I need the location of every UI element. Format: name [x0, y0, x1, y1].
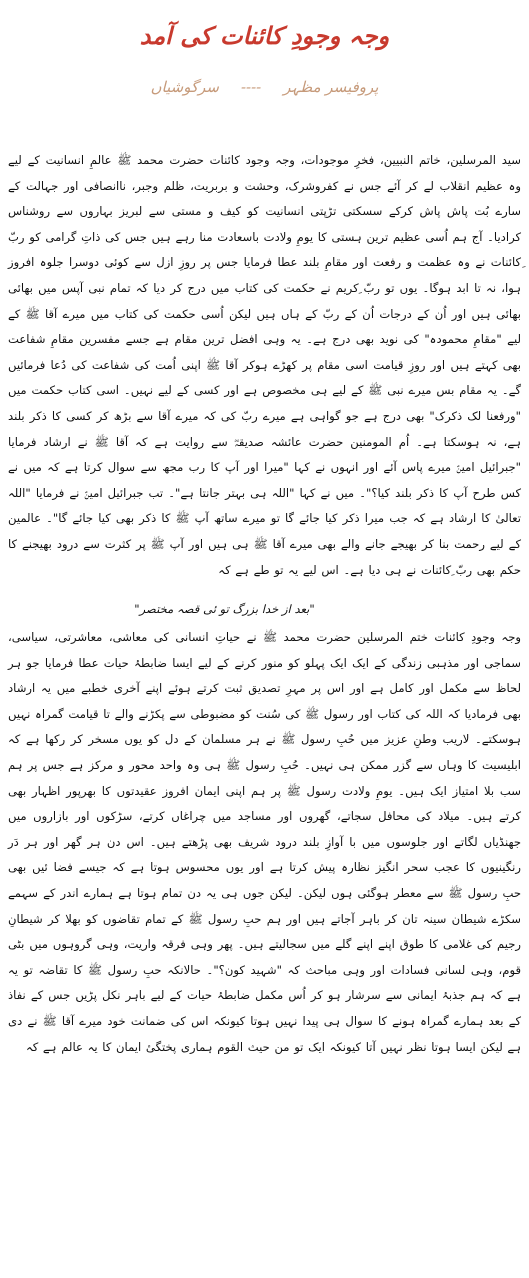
author-name: پروفیسر مظہر [283, 78, 379, 96]
column-name: سرگوشیاں [150, 78, 219, 96]
article-page [0, 20, 529, 1278]
poetry-quote: "بعد از خدا بزرگ تو ئی قصہ مختصر" [134, 602, 315, 617]
article-title: وجہ وجودِ کائنات کی آمد [139, 21, 390, 50]
article-byline [8, 76, 521, 100]
article-paragraph: سید المرسلین، خاتم النبیین، فخرِ موجودات، وجہ وجود کائنات حضرت محمد ﷺ عالمِ انسانیت کے لیے وہ عظیم انقلاب لے کر آئے جس نے کفروشرک، وحشت و بربریت، ظلم وجبر، ناانصافی اور جہالت کے سارے بُت پاش پاش کرکے سسکتی تڑپتی انسانیت کو کیف و مستی سے لبریز بہاروں سے روشناس کرادیا۔ آج ہم اُسی عظیم ترین ہستی کا یومِ ولادت باسعادت منا رہے ہیں جس کی ذاتِ گرامی کو ربّ ِکائنات نے وہ عظمت و رفعت اور مقامِ بلند عطا فرمایا جس پر روزِ ازل سے کوئی دوسرا جلوہ افروز ہوا، نہ تا ابد ہوگا۔ یوں تو ربّ ِکریم نے حکمت کی کتاب میں درج کر دیا کہ تمام نبی آپس میں بھائی بھائی ہیں اور اُن کے درجات اُن کے ربّ کے ہاں ہیں لیکن اُسی حکمت کی کتاب میں میرے آقا ﷺ کے لیے "مقامِ محمودہ" کی نوید بھی درج ہے۔ یہ وہی افضل ترین مقام ہے جسے مفسرین مقامِ شفاعت بھی کہتے ہیں اور روزِ قیامت اسی مقام پر کھڑے ہوکر آقا ﷺ اپنی اُمت کی شفاعت کی دُعا فرمائیں گے۔ یہ مقام بس میرے نبی ﷺ کے لیے ہی مخصوص ہے اور کسی کے لیے نہیں۔ اسی کتاب حکمت میں "ورفعنا لک ذکرک" بھی درج ہے جو گواہی ہے میرے ربّ کی کہ میرے آقا سے بڑھ کر کسی کا ذکر بلند ہے، نہ ہوسکتا ہے۔ اُم المومنین حضرت عائشہ صدیقہؓ سے روایت ہے کہ آقا ﷺ نے ارشاد فرمایا "جبرائیل امینؑ میرے پاس آئے اور انہوں نے کہا "میرا اور آپ کا رب مجھ سے سوال کرتا ہے کہ میں نے کس طرح آپ کا ذکر بلند کیا؟"۔ میں نے کہا "اللہ ہی بہتر جانتا ہے"۔ تب جبرائیل امینؑ نے فرمایا "اللہ تعالیٰ کا ارشاد ہے کہ جب میرا ذکر کیا جائے گا تو میرے ساتھ آپ ﷺ کا ذکر بھی کیا جائے گا"۔ عالمین کے لیے رحمت بنا کر بھیجے جانے والے بھی میرے آقا ﷺ ہی ہیں اور آپ ﷺ پر کثرت سے درود بھیجنے کا حکم بھی ربّ ِکائنات نے ہی دیا ہے۔ اس لیے یہ تو طے ہے کہ [8, 153, 521, 577]
article-paragraph: وجہ وجودِ کائنات ختم المرسلین حضرت محمد ﷺ نے حیاتِ انسانی کی معاشی، معاشرتی، سیاسی، سماجی اور مذہبی زندگی کے ایک ایک پہلو کو منور کرنے کے لیے ایسا ضابطۂ حیات عطا فرمایا جو ہر لحاظ سے مکمل اور کامل ہے اور اس پر مہرِ تصدیق ثبت کرتے ہوئے اپنے آخری خطبے میں یہ ارشاد بھی فرمادیا کہ اللہ کی کتاب اور رسول ﷺ کی سُنت کو مضبوطی سے پکڑنے والے تا قیامت گمراہ نہیں ہوسکتے۔ لاریب وطنِ عزیز میں حُبِ رسول ﷺ نے ہر مسلمان کے دل کو یوں مسخر کر رکھا ہے کہ ابلیسیت کا وہاں سے گزر ممکن ہی نہیں۔ حُبِ رسول ﷺ ہی وہ واحد محور و مرکز ہے جس پر ہم سب بلا امتیاز ایک ہیں۔ یومِ ولادت رسول ﷺ پر ہم اپنی ایمان افروز عقیدتوں کا بھرپور اظہار بھی کرتے ہیں۔ میلاد کی محافل سجاتے، گھروں اور مساجد میں چراغاں کرتے، سڑکوں اور بازاروں میں جھنڈیاں لگاتے اور جلوسوں میں با آوازِ بلند درود شریف بھی پڑھتے ہیں۔ اس دن ہر گھر اور ہر دَر رنگینیوں کا عجب سحر انگیز نظارہ پیش کرتا ہے اور یوں محسوس ہوتا ہے کہ جیسے فضا ئیں بھی حبِ رسول ﷺ سے معطر ہوگئی ہوں لیکن۔ لیکن جوں ہی یہ دن تمام ہوتا ہے ہمارے اندر کے سہمے سکڑے شیطان سینہ تان کر باہر آجاتے ہیں اور ہم حبِ رسول ﷺ کے تمام تقاضوں کو بھلا کر شیطانِ رجیم کی غلامی کا طوق اپنے اپنے گلے میں سجالیتے ہیں۔ پھر وہی فرقہ واریت، وہی گروہوں میں بٹی قوم، وہی لسانی فسادات اور وہی مباحث کہ "شہید کون؟"۔ حالانکہ حبِ رسول ﷺ کا تقاضہ تو یہ ہے کہ ہم جذبۂ ایمانی سے سرشار ہو کر اُس مکمل ضابطۂ حیات کے لیے باہر نکل پڑیں جس کے نفاذ کے بعد ہمارے گمراہ ہونے کا سوال ہی پیدا نہیں ہوتا کیونکہ اس کی ضمانت خود میرے آقا ﷺ نے دی ہے لیکن ایسا ہوتا نظر نہیں آتا کیونکہ ایک تو من حیث القوم ہماری پختگیٔ ایمان کا یہ عالم ہے کہ [8, 630, 521, 1054]
byline-separator: ---- [240, 78, 262, 96]
article-body [8, 148, 521, 1060]
